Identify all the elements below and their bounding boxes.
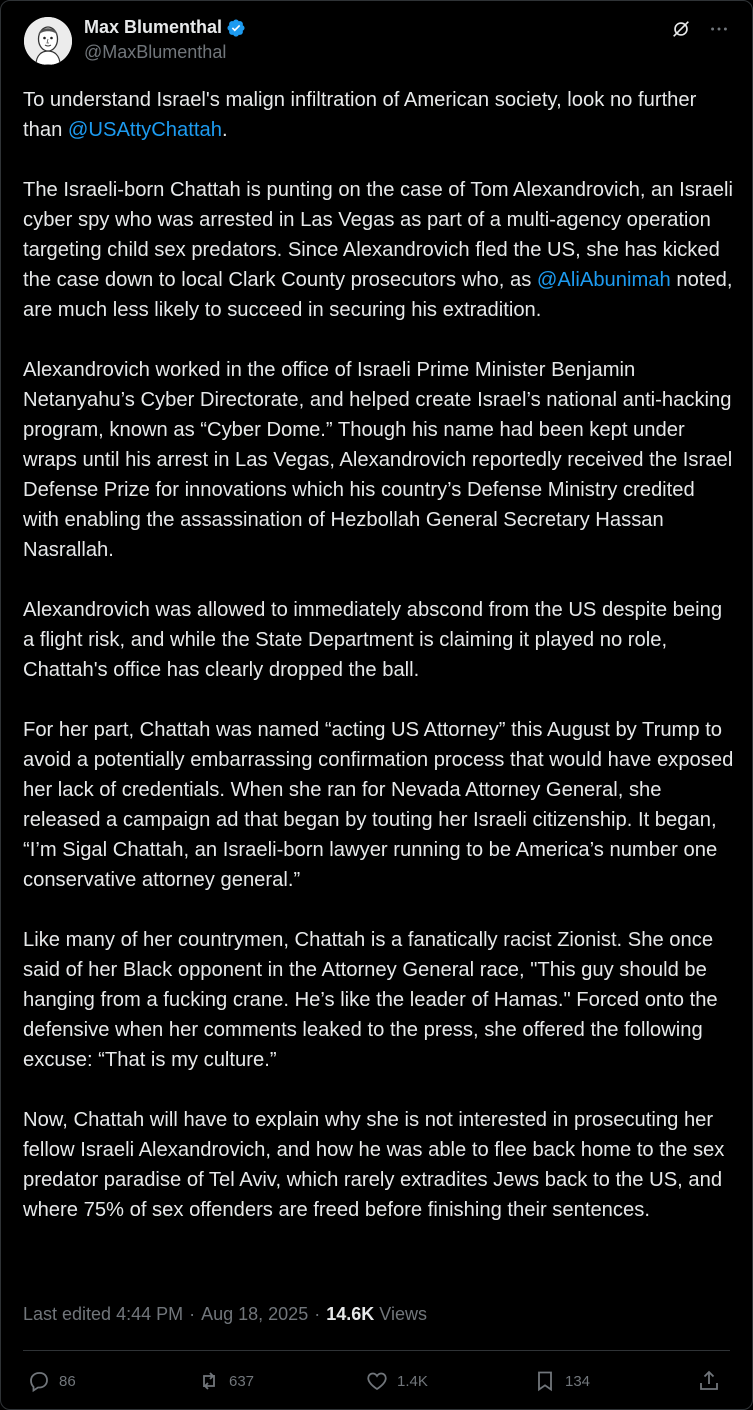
action-bar bbox=[27, 1369, 727, 1399]
post-paragraph: Alexandrovich was allowed to immediately abscond from the US despite being a flight risk, and while the State Department is claiming it played no role, Chattah's office has clearly dropped the ball. bbox=[23, 599, 723, 681]
post-text-segment: . bbox=[221, 119, 228, 141]
grok-slash-icon[interactable] bbox=[670, 18, 692, 40]
verified-badge-icon bbox=[226, 18, 246, 38]
edited-time[interactable]: Last edited 4:44 PM bbox=[23, 1304, 184, 1324]
mention-link[interactable]: @AliAbunimah bbox=[536, 269, 671, 291]
like-count: 1.4K bbox=[397, 1372, 428, 1390]
post-paragraph: Like many of her countrymen, Chattah is a fanatically racist Zionist. She once said of her Black opponent in the Attorney General race, "This guy should be hanging from a fucking crane. He’s like the leader of Hamas." Forced onto the defensive when her comments leaked to the press, she offered the following excuse: “That is my culture.” bbox=[23, 929, 718, 1071]
like-button[interactable] bbox=[365, 1369, 428, 1393]
divider bbox=[23, 1350, 730, 1351]
reply-button[interactable] bbox=[27, 1369, 76, 1393]
post-paragraph bbox=[23, 85, 735, 145]
more-horizontal-icon[interactable] bbox=[708, 18, 730, 40]
repost-button[interactable] bbox=[197, 1369, 254, 1393]
post-meta bbox=[23, 1304, 427, 1325]
reply-count: 86 bbox=[59, 1372, 76, 1390]
views-count: 14.6K bbox=[326, 1304, 375, 1324]
post-text bbox=[23, 85, 735, 1255]
post-text-segment: noted, are much less likely to succeed in securing his extradition. bbox=[23, 269, 733, 321]
post-paragraph: For her part, Chattah was named “acting US Attorney” this August by Trump to avoid a potentially embarrassing confirmation process that would have exposed her lack of credentials. When she ran for Nevada Attorney General, she released a campaign ad that began by touting her Israeli citizenship. It began, “I’m Sigal Chattah, an Israeli-born lawyer running to be America’s number one conservative attorney general.” bbox=[23, 719, 734, 891]
post-date[interactable]: Aug 18, 2025 bbox=[201, 1304, 309, 1324]
author-handle[interactable]: @MaxBlumenthal bbox=[84, 42, 227, 62]
reply-icon bbox=[27, 1369, 51, 1393]
avatar[interactable] bbox=[24, 17, 72, 65]
share-button[interactable] bbox=[697, 1369, 721, 1393]
views-label: Views bbox=[379, 1304, 427, 1324]
bookmark-button[interactable] bbox=[533, 1369, 590, 1393]
bookmark-icon bbox=[533, 1369, 557, 1393]
avatar-illustration bbox=[24, 17, 72, 65]
repost-icon bbox=[197, 1369, 221, 1393]
heart-icon bbox=[365, 1369, 389, 1393]
post-top-actions bbox=[670, 18, 730, 40]
post-text-segment: To understand Israel's malign infiltration of American society, look no further than bbox=[23, 89, 697, 141]
post-text-segment: The Israeli-born Chattah is punting on the case of Tom Alexandrovich, an Israeli cyber spy who was arrested in Las Vegas as part of a multi-agency operation targeting child sex predators. Since Alexandrovich fled the US, she has kicked the case down to local Clark County prosecutors who, as bbox=[23, 179, 733, 291]
post-paragraph: Alexandrovich worked in the office of Israeli Prime Minister Benjamin Netanyahu’s Cyber Directorate, and helped create Israel’s national anti-hacking program, known as “Cyber Dome.” Though his name had been kept under wraps until his arrest in Las Vegas, Alexandrovich reportedly received the Israel Defense Prize for innovations which his country’s Defense Ministry credited with enabling the assassination of Hezbollah General Secretary Hassan Nasrallah. bbox=[23, 359, 733, 561]
mention-link[interactable]: @USAttyChattah bbox=[67, 119, 222, 141]
post-paragraph: Now, Chattah will have to explain why she is not interested in prosecuting her fellow Israeli Alexandrovich, and how he was able to flee back home to the sex predator paradise of Tel Aviv, which rarely extradites Jews back to the US, and where 75% of sex offenders are freed before finishing their sentences. bbox=[23, 1109, 725, 1221]
author-name-row[interactable] bbox=[84, 17, 246, 38]
share-icon bbox=[697, 1369, 721, 1393]
repost-count: 637 bbox=[229, 1372, 255, 1390]
post-paragraph bbox=[23, 175, 735, 325]
bookmark-count: 134 bbox=[565, 1372, 591, 1390]
meta-separator: · bbox=[189, 1304, 196, 1324]
meta-separator: · bbox=[314, 1304, 321, 1324]
author-name[interactable]: Max Blumenthal bbox=[84, 17, 223, 37]
